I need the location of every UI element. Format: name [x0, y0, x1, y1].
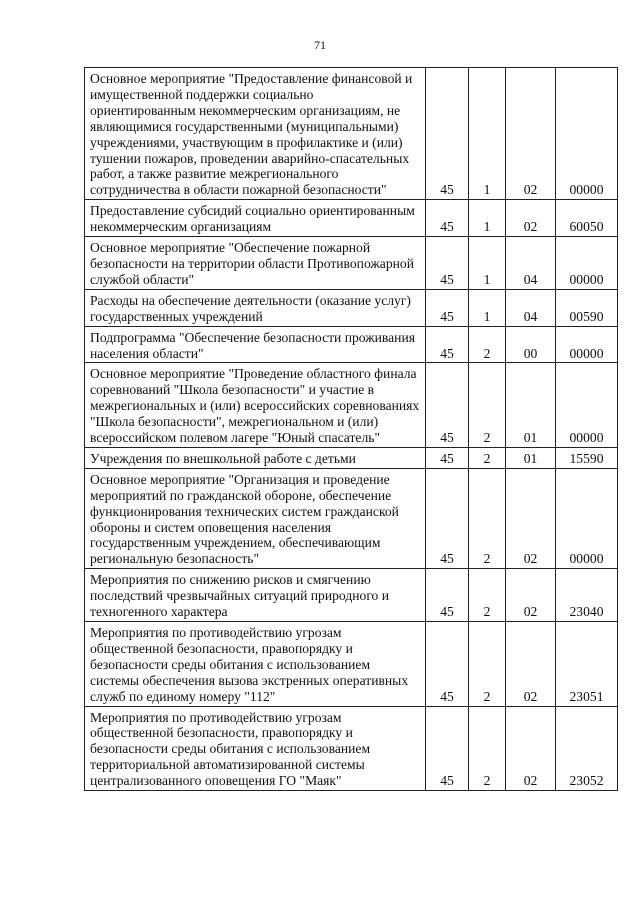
- row-code-2: 2: [469, 468, 506, 568]
- row-code-4: 00000: [556, 68, 618, 200]
- row-code-3: 02: [506, 569, 556, 622]
- row-code-2: 1: [469, 237, 506, 290]
- row-name: Основное мероприятие "Проведение областного финала соревнований "Школа безопасности" и участие в межрегиональных и (или) всероссийских соревнованиях "Школа безопасности", межрегиональном и (или) всероссийском полевом лагере "Юный спасатель": [85, 363, 426, 448]
- table-row: [85, 68, 618, 200]
- table-row: [85, 237, 618, 290]
- row-code-1: 45: [426, 468, 469, 568]
- row-name: Основное мероприятие "Предоставление финансовой и имущественной поддержки социально ориентированным некоммерческим организациям, не являющимися государственными (муниципальными) учреждениями, участвующим в профилактике и (или) тушении пожаров, проведении аварийно-спасательных работ, а также развитие межрегионального сотрудничества в области пожарной безопасности": [85, 68, 426, 200]
- table-row: [85, 289, 618, 326]
- row-code-3: 02: [506, 68, 556, 200]
- row-code-1: 45: [426, 622, 469, 707]
- row-code-4: 00000: [556, 326, 618, 363]
- row-code-4: 00000: [556, 468, 618, 568]
- row-code-4: 15590: [556, 447, 618, 468]
- row-name: Мероприятия по противодействию угрозам общественной безопасности, правопорядку и безопасности среды обитания с использованием системы обеспечения вызова экстренных оперативных служб по единому номеру "112": [85, 622, 426, 707]
- row-code-1: 45: [426, 363, 469, 448]
- row-code-2: 1: [469, 200, 506, 237]
- row-name: Основное мероприятие "Обеспечение пожарной безопасности на территории области Противопожарной службой области": [85, 237, 426, 290]
- row-name: Расходы на обеспечение деятельности (оказание услуг) государственных учреждений: [85, 289, 426, 326]
- row-name: Предоставление субсидий социально ориентированным некоммерческим организациям: [85, 200, 426, 237]
- row-code-2: 2: [469, 363, 506, 448]
- table-row: [85, 326, 618, 363]
- table-row: [85, 622, 618, 707]
- table-row: [85, 569, 618, 622]
- row-name: Учреждения по внешкольной работе с детьми: [85, 447, 426, 468]
- row-name: Основное мероприятие "Организация и проведение мероприятий по гражданской обороне, обеспечение функционирования технических систем гражданской обороны и систем оповещения населения государственным учреждением, обеспечивающим региональную безопасность": [85, 468, 426, 568]
- row-name: Подпрограмма "Обеспечение безопасности проживания населения области": [85, 326, 426, 363]
- row-code-1: 45: [426, 289, 469, 326]
- row-code-3: 04: [506, 289, 556, 326]
- row-code-1: 45: [426, 200, 469, 237]
- table-row: [85, 200, 618, 237]
- row-code-4: 23051: [556, 622, 618, 707]
- table-row: [85, 468, 618, 568]
- row-code-3: 02: [506, 200, 556, 237]
- budget-classification-table: [84, 67, 618, 791]
- row-code-3: 01: [506, 447, 556, 468]
- row-code-1: 45: [426, 326, 469, 363]
- row-code-3: 04: [506, 237, 556, 290]
- table-row: [85, 363, 618, 448]
- row-code-2: 1: [469, 68, 506, 200]
- row-code-2: 2: [469, 622, 506, 707]
- row-name: Мероприятия по противодействию угрозам общественной безопасности, правопорядку и безопасности среды обитания с использованием территориальной автоматизированной системы централизованного оповещения ГО "Маяк": [85, 706, 426, 791]
- row-code-2: 2: [469, 706, 506, 791]
- row-code-4: 00000: [556, 363, 618, 448]
- row-code-4: 23040: [556, 569, 618, 622]
- row-code-3: 02: [506, 622, 556, 707]
- row-code-3: 02: [506, 468, 556, 568]
- row-code-2: 2: [469, 326, 506, 363]
- table-row: [85, 706, 618, 791]
- row-code-1: 45: [426, 447, 469, 468]
- row-code-3: 01: [506, 363, 556, 448]
- row-code-2: 2: [469, 447, 506, 468]
- table-row: [85, 447, 618, 468]
- row-code-2: 2: [469, 569, 506, 622]
- row-name: Мероприятия по снижению рисков и смягчению последствий чрезвычайных ситуаций природного и техногенного характера: [85, 569, 426, 622]
- row-code-1: 45: [426, 68, 469, 200]
- row-code-3: 02: [506, 706, 556, 791]
- row-code-1: 45: [426, 237, 469, 290]
- row-code-2: 1: [469, 289, 506, 326]
- row-code-4: 00000: [556, 237, 618, 290]
- row-code-1: 45: [426, 569, 469, 622]
- row-code-4: 60050: [556, 200, 618, 237]
- row-code-3: 00: [506, 326, 556, 363]
- row-code-4: 00590: [556, 289, 618, 326]
- row-code-4: 23052: [556, 706, 618, 791]
- row-code-1: 45: [426, 706, 469, 791]
- table-body: [85, 68, 618, 791]
- page-number: 71: [314, 38, 326, 52]
